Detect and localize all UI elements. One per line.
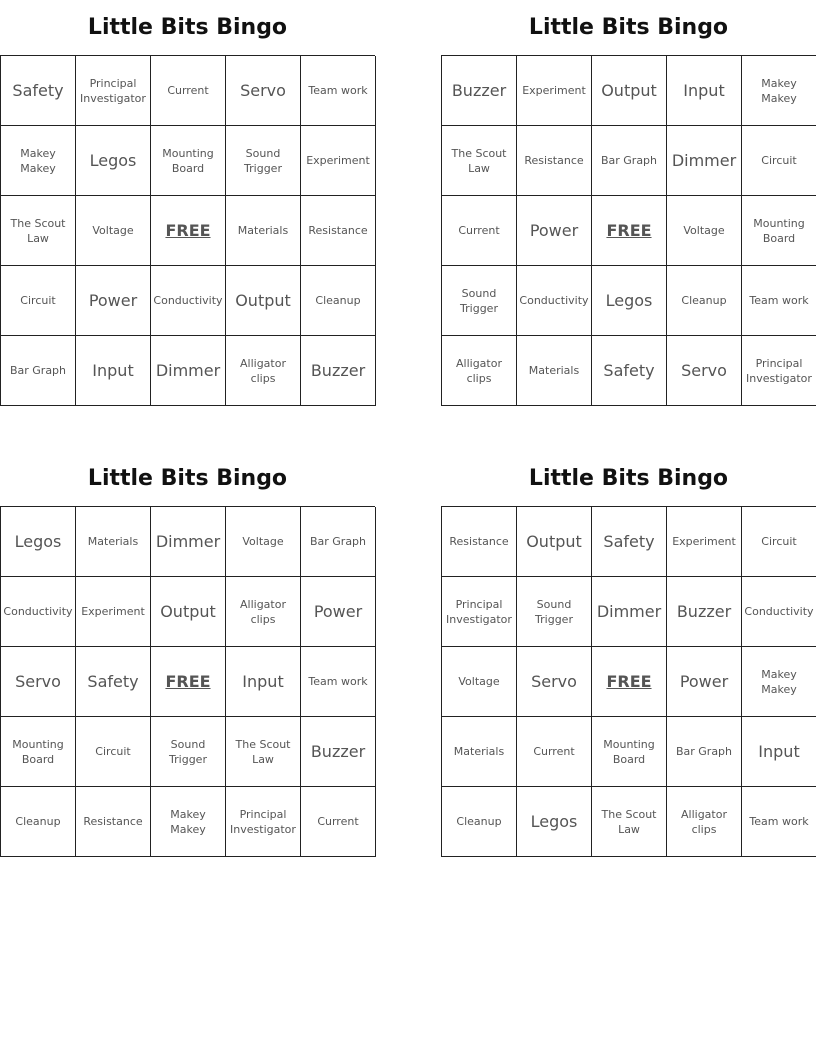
bingo-cell: Alligator clips	[667, 787, 742, 857]
bingo-cell: Bar Graph	[667, 717, 742, 787]
bingo-cell: Safety	[592, 507, 667, 577]
bingo-cell: Cleanup	[301, 266, 376, 336]
bingo-cell: Alligator clips	[442, 336, 517, 406]
bingo-cell: Conductivity	[1, 577, 76, 647]
bingo-cell: Safety	[76, 647, 151, 717]
bingo-cell: Input	[226, 647, 301, 717]
bingo-cell: Power	[301, 577, 376, 647]
bingo-cell: Principal Investigator	[442, 577, 517, 647]
bingo-cell: Voltage	[442, 647, 517, 717]
bingo-grid	[0, 55, 375, 406]
bingo-cell: Alligator clips	[226, 577, 301, 647]
bingo-cell: Resistance	[76, 787, 151, 857]
bingo-cell: Makey Makey	[742, 647, 816, 717]
bingo-grid	[0, 506, 375, 857]
bingo-cell: Current	[301, 787, 376, 857]
bingo-grid	[441, 55, 816, 406]
bingo-cell: Principal Investigator	[226, 787, 301, 857]
bingo-cell: Mounting Board	[592, 717, 667, 787]
bingo-cell: Power	[76, 266, 151, 336]
bingo-cell: Servo	[517, 647, 592, 717]
bingo-card-1	[0, 0, 375, 406]
bingo-cell: Cleanup	[1, 787, 76, 857]
bingo-cell: Conductivity	[151, 266, 226, 336]
bingo-cell: Conductivity	[517, 266, 592, 336]
bingo-cell: Power	[517, 196, 592, 266]
bingo-cell: Dimmer	[151, 507, 226, 577]
bingo-card-2	[441, 0, 816, 406]
bingo-cell: Safety	[1, 56, 76, 126]
bingo-cell: Bar Graph	[592, 126, 667, 196]
card-title: Little Bits Bingo	[87, 15, 288, 40]
bingo-cell: Bar Graph	[301, 507, 376, 577]
bingo-cell: Materials	[226, 196, 301, 266]
card-title: Little Bits Bingo	[528, 15, 729, 40]
free-space-cell: FREE	[151, 647, 226, 717]
bingo-cell: Circuit	[742, 507, 816, 577]
bingo-cell: Legos	[76, 126, 151, 196]
bingo-cell: Makey Makey	[742, 56, 816, 126]
bingo-cell: Current	[517, 717, 592, 787]
bingo-cell: Output	[517, 507, 592, 577]
bingo-cell: Circuit	[76, 717, 151, 787]
bingo-cell: Safety	[592, 336, 667, 406]
bingo-cell: The Scout Law	[1, 196, 76, 266]
bingo-cell: The Scout Law	[226, 717, 301, 787]
bingo-cell: Buzzer	[667, 577, 742, 647]
bingo-cell: Cleanup	[667, 266, 742, 336]
bingo-cell: Resistance	[301, 196, 376, 266]
bingo-card-3	[0, 451, 375, 857]
bingo-cell: Resistance	[442, 507, 517, 577]
bingo-cell: Legos	[1, 507, 76, 577]
bingo-cell: Sound Trigger	[442, 266, 517, 336]
bingo-cell: Makey Makey	[1, 126, 76, 196]
bingo-cell: Buzzer	[301, 336, 376, 406]
bingo-cell: Materials	[517, 336, 592, 406]
bingo-cell: Servo	[667, 336, 742, 406]
bingo-cell: Dimmer	[592, 577, 667, 647]
bingo-cell: Resistance	[517, 126, 592, 196]
bingo-cell: Mounting Board	[1, 717, 76, 787]
bingo-cell: Experiment	[301, 126, 376, 196]
bingo-cell: Experiment	[667, 507, 742, 577]
bingo-cell: Legos	[592, 266, 667, 336]
free-space-cell: FREE	[592, 196, 667, 266]
bingo-cell: Input	[667, 56, 742, 126]
bingo-cell: The Scout Law	[592, 787, 667, 857]
bingo-cell: Experiment	[76, 577, 151, 647]
bingo-cell: Makey Makey	[151, 787, 226, 857]
bingo-cell: Alligator clips	[226, 336, 301, 406]
bingo-cell: The Scout Law	[442, 126, 517, 196]
bingo-cell: Power	[667, 647, 742, 717]
bingo-cell: Sound Trigger	[151, 717, 226, 787]
bingo-cell: Experiment	[517, 56, 592, 126]
bingo-cell: Conductivity	[742, 577, 816, 647]
bingo-cell: Team work	[742, 787, 816, 857]
bingo-cell: Buzzer	[442, 56, 517, 126]
card-title: Little Bits Bingo	[87, 466, 288, 491]
bingo-cell: Materials	[442, 717, 517, 787]
bingo-cell: Current	[442, 196, 517, 266]
bingo-cell: Circuit	[1, 266, 76, 336]
free-space-cell: FREE	[592, 647, 667, 717]
bingo-cell: Circuit	[742, 126, 816, 196]
card-title: Little Bits Bingo	[528, 466, 729, 491]
bingo-cell: Input	[742, 717, 816, 787]
bingo-cell: Materials	[76, 507, 151, 577]
bingo-cell: Input	[76, 336, 151, 406]
bingo-cell: Team work	[742, 266, 816, 336]
bingo-cell: Servo	[226, 56, 301, 126]
bingo-cell: Dimmer	[667, 126, 742, 196]
bingo-cell: Buzzer	[301, 717, 376, 787]
bingo-cell: Sound Trigger	[517, 577, 592, 647]
bingo-cell: Cleanup	[442, 787, 517, 857]
bingo-cell: Principal Investigator	[76, 56, 151, 126]
bingo-cell: Voltage	[667, 196, 742, 266]
bingo-cell: Principal Investigator	[742, 336, 816, 406]
bingo-cell: Output	[226, 266, 301, 336]
free-space-cell: FREE	[151, 196, 226, 266]
bingo-cell: Sound Trigger	[226, 126, 301, 196]
bingo-cell: Team work	[301, 56, 376, 126]
bingo-cell: Mounting Board	[151, 126, 226, 196]
bingo-cell: Voltage	[226, 507, 301, 577]
bingo-cell: Team work	[301, 647, 376, 717]
bingo-cell: Dimmer	[151, 336, 226, 406]
bingo-card-4	[441, 451, 816, 857]
bingo-cell: Voltage	[76, 196, 151, 266]
bingo-cell: Output	[592, 56, 667, 126]
bingo-cell: Bar Graph	[1, 336, 76, 406]
bingo-cell: Mounting Board	[742, 196, 816, 266]
bingo-cell: Servo	[1, 647, 76, 717]
bingo-cell: Legos	[517, 787, 592, 857]
bingo-grid	[441, 506, 816, 857]
bingo-cell: Current	[151, 56, 226, 126]
bingo-cell: Output	[151, 577, 226, 647]
